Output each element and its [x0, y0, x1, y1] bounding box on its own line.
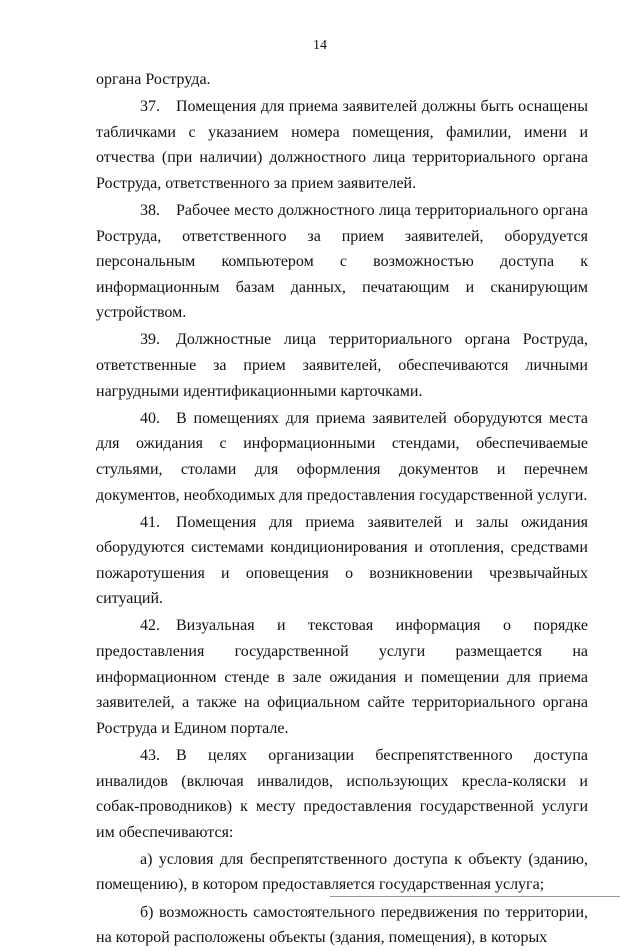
paragraph-text: В помещениях для приема заявителей оборудуются места для ожидания с информационными стендами, обеспечиваемые стульями, столами для оформления документов и перечнем документов, необходимых для предоставления государственной услуги.: [96, 409, 588, 504]
paragraph-number: 37.: [140, 98, 160, 116]
paragraph-text: Помещения для приема заявителей и залы ожидания оборудуются системами кондиционирования и отопления, средствами пожаротушения и оповещения о возникновении чрезвычайных ситуаций.: [96, 513, 588, 608]
paragraph-42: [96, 613, 588, 741]
paragraph-text: Рабочее место должностного лица территориального органа Роструда, ответственного за прием заявителей, оборудуется персональным компьютером с возможностью доступа к информационным базам данных, печатающим и сканирующим устройством.: [96, 201, 588, 322]
paragraph-text: органа Роструда.: [96, 71, 211, 88]
paragraph-37: [96, 94, 588, 196]
document-body: [96, 67, 588, 951]
paragraph-number: 38.: [140, 201, 160, 219]
paragraph-number: 41.: [140, 513, 160, 531]
paragraph-number: 42.: [140, 617, 160, 635]
paragraph-continuation: [96, 67, 588, 93]
paragraph-40: [96, 406, 588, 508]
paragraph-number: 39.: [140, 331, 160, 349]
subparagraph-a: [96, 847, 588, 898]
paragraph-text: Должностные лица территориального органа Роструда, ответственные за прием заявителей, обеспечиваются личными нагрудными идентификационными карточками.: [96, 331, 588, 400]
paragraph-text: б) возможность самостоятельного передвижения по территории, на которой расположены объекты (здания, помещения), в которых: [96, 903, 588, 947]
paragraph-text: В целях организации беспрепятственного доступа инвалидов (включая инвалидов, использующих кресла-коляски и собак-проводников) к месту предоставления государственной услуги им обеспечиваются:: [96, 746, 588, 841]
paragraph-38: [96, 198, 588, 326]
paragraph-text: Визуальная и текстовая информация о порядке предоставления государственной услуги размещается на информационном стенде в зале ожидания и помещении для приема заявителей, а также на официальном сайте территориального органа Роструда и Едином портале.: [96, 617, 588, 737]
subparagraph-b: [96, 900, 588, 951]
paragraph-39: [96, 327, 588, 404]
paragraph-text: а) условия для беспрепятственного доступа к объекту (зданию, помещению), в котором предоставляется государственная услуга;: [96, 850, 588, 894]
paragraph-41: [96, 510, 588, 612]
paragraph-number: 40.: [140, 409, 160, 427]
scan-edge-line: [330, 896, 620, 897]
paragraph-43: [96, 743, 588, 845]
paragraph-text: Помещения для приема заявителей должны быть оснащены табличками с указанием номера помещения, фамилии, имени и отчества (при наличии) должностного лица территориального органа Роструда, ответственного за прием заявителей.: [96, 98, 588, 192]
page-number: 14: [313, 38, 327, 53]
paragraph-number: 43.: [140, 746, 160, 764]
